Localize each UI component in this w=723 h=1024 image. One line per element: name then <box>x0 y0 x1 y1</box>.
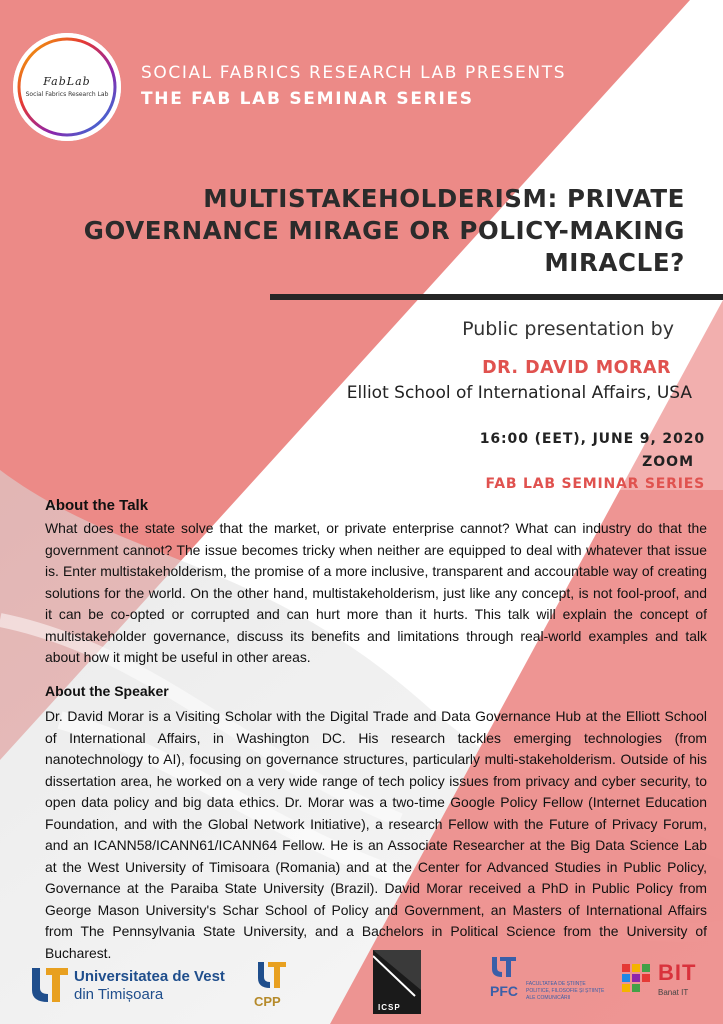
talk-title-line: MULTISTAKEHOLDERISM: PRIVATE <box>203 184 685 213</box>
uvt-name: Universitatea de Vest <box>74 968 225 985</box>
speaker-name: DR. DAVID MORAR <box>482 358 671 378</box>
about-speaker-text: Dr. David Morar is a Visiting Scholar with the Digital Trade and Data Governance Hub at the Elliott School of International Affairs, in Washington DC. His research tackles emerging technologies (from nanotechnology to AI), focusing on governance structures, particularly multi-stakeholderism. Outside of his dissertation area, he worked on a very wide range of tech policy issues from privacy and cyber security, to open data policy and big data ethics. Dr. Morar was a two-time Google Policy Fellow (Internet Education Foundation, and with the Global Network Initiative), a research Fellow with the Future of Privacy Forum, and an ICANN58/ICANN61/ICANN64 Fellow. He is an Associate Researcher at the Big Data Science Lab at the West University of Timisoara (Romania) and at the Center for Advanced Studies in Public Policy, Governance at the Paraiba State University (Brazil). David Morar received a PhD in Public Policy from George Mason University's Schar School of Policy and Government, an Masters of International Affairs from The Pennsylvania State University, and a Bachelors in Political Science from the University of Bucharest. <box>45 708 707 961</box>
bit-name: BIT <box>658 960 697 985</box>
presentation-intro: Public presentation by <box>462 318 674 340</box>
cpp-label: CPP <box>254 994 281 1009</box>
uvt-logo <box>30 964 225 1006</box>
event-series: FAB LAB SEMINAR SERIES <box>485 476 705 492</box>
pfc-label: PFC <box>490 983 518 999</box>
about-talk-heading: About the Talk <box>45 497 149 514</box>
pfc-faculty-name: FACULTATEA DE ȘTIINȚE POLITICE, FILOSOFIE ȘI ȘTIINȚE ALE COMUNICĂRII <box>526 981 605 1001</box>
icsp-emblem-icon <box>373 950 421 1000</box>
icsp-logo <box>373 950 421 1014</box>
uvt-city: din Timișoara <box>74 986 164 1003</box>
event-venue: ZOOM <box>642 454 694 470</box>
icsp-label: ICSP <box>378 1003 401 1012</box>
logo-subtitle: Social Fabrics Research Lab <box>25 91 109 98</box>
talk-title <box>35 183 685 279</box>
title-divider <box>270 294 723 300</box>
event-datetime: 16:00 (EET), JUNE 9, 2020 <box>479 431 705 447</box>
cpp-emblem-icon <box>248 958 294 994</box>
bit-pixel-icon <box>620 960 656 996</box>
about-speaker-heading: About the Speaker <box>45 683 169 699</box>
pfc-logo <box>490 955 610 1015</box>
about-talk-text: What does the state solve that the market, or private enterprise cannot? What can industry do that the government cannot? The issue becomes tricky when neither are equipped to deal with whatever that issue is. Enter multistakeholderism, the promise of a more inclusive, transparent and accountable way of creating solutions for the world. On the other hand, multistakeholderism, just like any concept, is not fool-proof, and it can be co-opted or corrupted and can hurt more than it hurts. This talk will explain the concept of multistakeholder governance, discuss its benefits and limitations through real-world examples and talk about how it might be useful in other areas. <box>45 520 707 665</box>
pfc-emblem-icon <box>490 955 520 981</box>
logo-wordmark: FabLab <box>43 75 91 88</box>
series-line: THE FAB LAB SEMINAR SERIES <box>141 89 474 109</box>
fablab-logo <box>13 33 121 141</box>
speaker-affiliation: Elliot School of International Affairs, USA <box>346 383 692 403</box>
uvt-emblem-icon <box>30 964 70 1006</box>
presents-line: SOCIAL FABRICS RESEARCH LAB PRESENTS <box>141 63 567 83</box>
cpp-logo <box>248 958 294 1012</box>
bit-logo <box>620 960 710 1010</box>
talk-title-line: MIRACLE? <box>544 248 685 277</box>
talk-title-line: GOVERNANCE MIRAGE OR POLICY-MAKING <box>83 216 685 245</box>
bit-subtitle: Banat IT <box>658 988 689 997</box>
